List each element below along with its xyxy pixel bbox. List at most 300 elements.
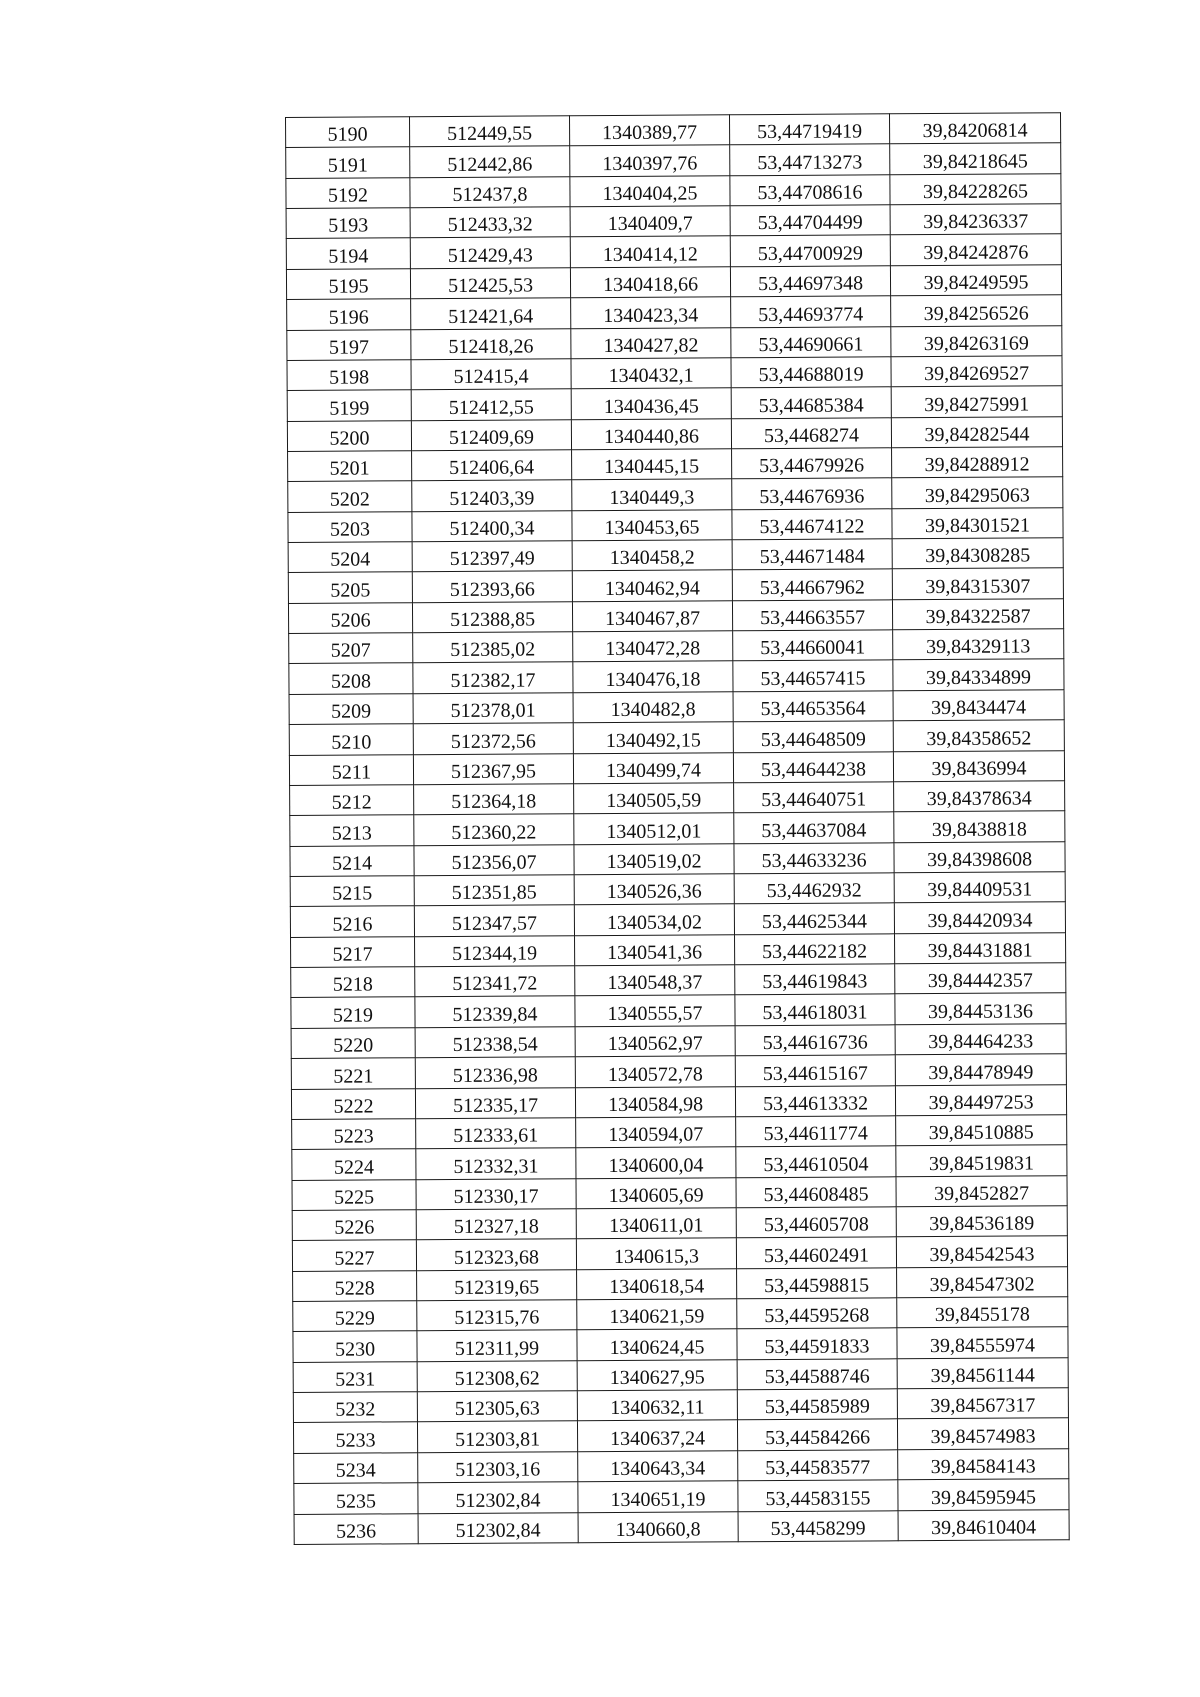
y-coordinate-cell <box>570 176 730 207</box>
cell-text: 512341,72 <box>452 972 538 996</box>
cell-text: 39,84561144 <box>930 1364 1035 1388</box>
cell-text: 512315,76 <box>454 1306 540 1330</box>
cell-text: 512403,39 <box>449 487 535 510</box>
cell-text: 39,84358652 <box>926 726 1032 750</box>
table-row <box>287 295 1062 330</box>
cell-text: 5197 <box>328 336 369 359</box>
table-row <box>294 1479 1069 1514</box>
cell-text: 53,44719419 <box>757 120 863 144</box>
cell-text: 5213 <box>331 822 372 845</box>
cell-text: 1340440,86 <box>603 425 700 449</box>
cell-text: 39,84269527 <box>924 362 1030 386</box>
cell-text: 39,84288912 <box>924 453 1030 477</box>
latitude-cell <box>730 266 890 297</box>
latitude-cell <box>734 873 894 904</box>
table-row <box>289 720 1064 755</box>
table-row <box>286 234 1061 269</box>
cell-text: 1340445,15 <box>604 455 700 479</box>
longitude-cell <box>898 1509 1069 1540</box>
cell-text: 1340389,77 <box>602 121 698 145</box>
cell-text: 5216 <box>332 913 373 936</box>
cell-text: 1340499,74 <box>605 759 702 782</box>
x-coordinate-cell <box>412 571 572 602</box>
cell-text: 512397,49 <box>449 547 535 571</box>
cell-text: 512303,16 <box>455 1458 541 1482</box>
cell-text: 53,44679926 <box>759 454 865 478</box>
table-row <box>286 113 1061 148</box>
longitude-cell <box>897 1266 1068 1297</box>
latitude-cell <box>731 357 891 388</box>
cell-text: 53,44693774 <box>758 302 864 326</box>
point-number-cell <box>291 936 415 967</box>
cell-text: 5234 <box>335 1459 376 1482</box>
cell-text: 53,44595268 <box>764 1304 870 1328</box>
latitude-cell <box>732 600 892 631</box>
point-number-cell <box>290 845 414 876</box>
cell-text: 53,44663557 <box>760 606 866 630</box>
latitude-cell <box>731 387 891 418</box>
longitude-cell <box>890 204 1061 235</box>
y-coordinate-cell <box>577 1390 737 1421</box>
cell-text: 1340397,76 <box>602 152 698 175</box>
cell-text: 53,44713273 <box>757 151 863 174</box>
cell-text: 1340548,37 <box>607 971 703 995</box>
cell-text: 512344,19 <box>452 942 538 966</box>
latitude-cell <box>735 933 895 964</box>
y-coordinate-cell <box>578 1451 738 1482</box>
point-number-cell <box>292 1119 416 1150</box>
table-row <box>290 872 1065 907</box>
cell-text: 39,84228265 <box>922 180 1029 204</box>
longitude-cell <box>892 538 1063 569</box>
y-coordinate-cell <box>575 1086 735 1117</box>
y-coordinate-cell <box>572 540 732 571</box>
cell-text: 1340526,36 <box>606 880 702 904</box>
cell-text: 39,84497253 <box>928 1091 1034 1114</box>
cell-text: 39,84420934 <box>927 909 1033 932</box>
cell-text: 1340512,01 <box>606 820 702 843</box>
point-number-cell <box>290 876 414 907</box>
table-row <box>289 629 1064 664</box>
y-coordinate-cell <box>571 418 731 449</box>
latitude-cell <box>730 144 890 175</box>
y-coordinate-cell <box>576 1208 736 1239</box>
point-number-cell <box>288 451 412 482</box>
cell-text: 512356,07 <box>451 851 537 874</box>
cell-text: 5233 <box>335 1429 376 1452</box>
point-number-cell <box>289 663 413 694</box>
cell-text: 1340409,7 <box>607 212 693 236</box>
y-coordinate-cell <box>575 965 735 996</box>
cell-text: 53,44640751 <box>761 788 867 812</box>
longitude-cell <box>890 173 1061 204</box>
table-row <box>291 1054 1066 1089</box>
latitude-cell <box>732 508 892 539</box>
cell-text: 512372,56 <box>450 730 536 753</box>
cell-text: 53,44585989 <box>764 1395 870 1419</box>
y-coordinate-cell <box>576 1238 736 1269</box>
x-coordinate-cell <box>411 298 571 329</box>
longitude-cell <box>896 1145 1067 1176</box>
cell-text: 53,44616736 <box>762 1031 868 1055</box>
longitude-cell <box>895 1054 1066 1085</box>
point-number-cell <box>292 1210 416 1241</box>
x-coordinate-cell <box>414 875 574 906</box>
longitude-cell <box>896 1115 1067 1146</box>
table-row <box>289 690 1064 725</box>
latitude-cell <box>735 1055 895 1086</box>
cell-text: 5229 <box>334 1307 375 1331</box>
y-coordinate-cell <box>578 1481 738 1512</box>
y-coordinate-cell <box>577 1329 737 1360</box>
longitude-cell <box>891 416 1062 447</box>
cell-text: 39,84315307 <box>925 575 1031 598</box>
table-row <box>292 1145 1067 1180</box>
cell-text: 1340423,34 <box>603 303 699 327</box>
x-coordinate-cell <box>416 1178 576 1209</box>
point-number-cell <box>286 177 410 208</box>
table-row <box>293 1327 1068 1362</box>
x-coordinate-cell <box>416 1148 576 1179</box>
x-coordinate-cell <box>412 480 572 511</box>
point-number-cell <box>288 572 412 603</box>
cell-text: 5199 <box>329 397 370 420</box>
cell-text: 39,84295063 <box>924 484 1030 507</box>
cell-text: 5210 <box>331 731 372 754</box>
cell-text: 5232 <box>335 1398 376 1422</box>
cell-text: 39,84263169 <box>923 332 1029 355</box>
latitude-cell <box>733 721 893 752</box>
longitude-cell <box>891 325 1062 356</box>
cell-text: 512385,02 <box>450 638 536 662</box>
cell-text: 1340624,45 <box>609 1336 705 1359</box>
table-row <box>286 173 1061 208</box>
cell-text: 39,84206814 <box>922 119 1028 143</box>
cell-text: 39,84378634 <box>926 787 1032 811</box>
longitude-cell <box>889 113 1060 144</box>
longitude-cell <box>892 599 1063 630</box>
cell-text: 5191 <box>327 154 368 177</box>
latitude-cell <box>737 1359 897 1390</box>
longitude-cell <box>893 690 1064 721</box>
cell-text: 512323,68 <box>453 1246 540 1269</box>
cell-text: 1340453,65 <box>604 516 700 540</box>
table-row <box>288 538 1063 573</box>
cell-text: 512406,64 <box>449 456 535 480</box>
longitude-cell <box>897 1297 1068 1328</box>
point-number-cell <box>293 1301 417 1332</box>
cell-text: 1340418,66 <box>602 273 699 297</box>
cell-text: 5190 <box>327 123 368 147</box>
cell-text: 1340651,19 <box>610 1487 706 1511</box>
y-coordinate-cell <box>574 904 734 935</box>
cell-text: 512302,84 <box>455 1519 541 1542</box>
latitude-cell <box>735 964 895 995</box>
cell-text: 39,84431881 <box>927 939 1033 963</box>
cell-text: 39,84218645 <box>922 150 1028 173</box>
cell-text: 1340467,87 <box>605 607 701 631</box>
point-number-cell <box>292 1179 416 1210</box>
cell-text: 53,44657415 <box>760 667 866 690</box>
y-coordinate-cell <box>573 661 733 692</box>
point-number-cell <box>288 511 412 542</box>
cell-text: 512378,01 <box>450 699 536 723</box>
point-number-cell <box>293 1392 417 1423</box>
point-number-cell <box>286 208 410 239</box>
x-coordinate-cell <box>410 146 570 177</box>
cell-text: 39,84478949 <box>928 1060 1034 1084</box>
y-coordinate-cell <box>572 509 732 540</box>
table-row <box>288 568 1063 603</box>
longitude-cell <box>895 1024 1066 1055</box>
point-number-cell <box>290 815 414 846</box>
cell-text: 53,4462932 <box>766 879 862 903</box>
cell-text: 53,44676936 <box>759 485 865 508</box>
cell-text: 39,84398608 <box>926 848 1033 872</box>
point-number-cell <box>287 420 411 451</box>
cell-text: 512437,8 <box>452 183 528 207</box>
x-coordinate-cell <box>411 359 571 390</box>
cell-text: 39,84584143 <box>930 1455 1036 1479</box>
cell-text: 512364,18 <box>451 790 537 814</box>
table-row <box>290 841 1065 876</box>
y-coordinate-cell <box>574 874 734 905</box>
cell-text: 512449,55 <box>447 122 533 146</box>
point-number-cell <box>291 967 415 998</box>
longitude-cell <box>897 1357 1068 1388</box>
longitude-cell <box>894 811 1065 842</box>
cell-text: 39,84567317 <box>930 1394 1036 1418</box>
x-coordinate-cell <box>413 693 573 724</box>
cell-text: 5207 <box>330 639 371 663</box>
x-coordinate-cell <box>415 1087 575 1118</box>
longitude-cell <box>897 1388 1068 1419</box>
point-number-cell <box>286 269 410 300</box>
cell-text: 512388,85 <box>450 608 536 632</box>
cell-text: 53,44615167 <box>762 1061 868 1085</box>
cell-text: 39,84464233 <box>928 1030 1034 1054</box>
cell-text: 5208 <box>330 670 372 693</box>
table-row <box>286 265 1061 300</box>
longitude-cell <box>895 993 1066 1024</box>
cell-text: 1340404,25 <box>602 182 698 206</box>
cell-text: 512335,17 <box>452 1094 539 1117</box>
point-number-cell <box>289 724 413 755</box>
table-row <box>291 993 1066 1028</box>
cell-text: 1340611,01 <box>609 1214 704 1238</box>
y-coordinate-cell <box>570 236 730 267</box>
y-coordinate-cell <box>570 206 730 237</box>
table-row <box>290 781 1065 816</box>
cell-text: 1340436,45 <box>603 395 699 418</box>
cell-text: 39,8452827 <box>934 1182 1030 1205</box>
y-coordinate-cell <box>576 1177 736 1208</box>
latitude-cell <box>729 114 889 145</box>
cell-text: 5200 <box>329 427 370 450</box>
x-coordinate-cell <box>410 176 570 207</box>
x-coordinate-cell <box>414 814 574 845</box>
cell-text: 5212 <box>331 791 372 814</box>
longitude-cell <box>893 720 1064 751</box>
x-coordinate-cell <box>416 1209 576 1240</box>
cell-text: 5225 <box>334 1186 375 1209</box>
cell-text: 53,44660041 <box>760 636 866 660</box>
cell-text: 5236 <box>336 1520 377 1543</box>
cell-text: 1340584,98 <box>607 1093 704 1116</box>
cell-text: 512425,53 <box>447 274 534 298</box>
latitude-cell <box>730 235 890 266</box>
y-coordinate-cell <box>572 479 732 510</box>
cell-text: 5215 <box>332 882 373 906</box>
cell-text: 512418,26 <box>448 335 534 358</box>
y-coordinate-cell <box>572 449 732 480</box>
latitude-cell <box>734 842 894 873</box>
y-coordinate-cell <box>576 1117 736 1148</box>
table-row <box>288 477 1063 512</box>
cell-text: 39,84595945 <box>930 1485 1037 1509</box>
table-row <box>290 902 1065 937</box>
cell-text: 53,44708616 <box>757 181 863 205</box>
cell-text: 1340432,1 <box>608 364 694 388</box>
table-row <box>288 599 1063 634</box>
latitude-cell <box>733 630 893 661</box>
latitude-cell <box>737 1298 897 1329</box>
cell-text: 53,44610504 <box>763 1153 869 1176</box>
table-row <box>292 1236 1067 1271</box>
cell-text: 5224 <box>333 1156 374 1179</box>
latitude-cell <box>730 205 890 236</box>
x-coordinate-cell <box>412 450 572 481</box>
longitude-cell <box>896 1206 1067 1237</box>
cell-text: 1340482,8 <box>610 698 696 722</box>
y-coordinate-cell <box>573 631 733 662</box>
cell-text: 39,84308285 <box>925 544 1031 568</box>
x-coordinate-cell <box>414 905 574 936</box>
cell-text: 5220 <box>333 1034 374 1057</box>
y-coordinate-cell <box>576 1147 736 1178</box>
cell-text: 53,44674122 <box>759 515 865 539</box>
point-number-cell <box>291 1058 415 1089</box>
cell-text: 5198 <box>329 366 370 389</box>
cell-text: 1340462,94 <box>604 577 700 600</box>
cell-text: 53,44653564 <box>760 697 866 721</box>
y-coordinate-cell <box>577 1359 737 1390</box>
latitude-cell <box>736 1176 896 1207</box>
cell-text: 53,44591833 <box>764 1335 870 1358</box>
point-number-cell <box>290 906 414 937</box>
cell-text: 1340605,69 <box>608 1184 704 1207</box>
cell-text: 512360,22 <box>451 821 537 844</box>
longitude-cell <box>890 234 1061 265</box>
cell-text: 1340505,59 <box>606 789 702 813</box>
cell-text: 5204 <box>330 548 371 572</box>
longitude-cell <box>894 841 1065 872</box>
cell-text: 39,84453136 <box>927 1000 1034 1023</box>
x-coordinate-cell <box>411 328 571 359</box>
latitude-cell <box>734 782 894 813</box>
latitude-cell <box>732 478 892 509</box>
cell-text: 39,84236337 <box>923 210 1029 234</box>
latitude-cell <box>737 1419 897 1450</box>
longitude-cell <box>891 356 1062 387</box>
point-number-cell <box>294 1483 418 1514</box>
y-coordinate-cell <box>571 358 731 389</box>
cell-text: 53,44697348 <box>757 272 864 296</box>
x-coordinate-cell <box>415 966 575 997</box>
cell-text: 39,84536189 <box>929 1212 1035 1236</box>
longitude-cell <box>894 872 1065 903</box>
cell-text: 39,84322587 <box>925 605 1031 629</box>
latitude-cell <box>737 1328 897 1359</box>
longitude-cell <box>890 265 1061 296</box>
x-coordinate-cell <box>414 784 574 815</box>
latitude-cell <box>730 175 890 206</box>
y-coordinate-cell <box>575 1026 735 1057</box>
cell-text: 1340627,95 <box>609 1366 705 1390</box>
longitude-cell <box>891 386 1062 417</box>
latitude-cell <box>734 812 894 843</box>
longitude-cell <box>892 568 1063 599</box>
point-number-cell <box>294 1453 418 1484</box>
longitude-cell <box>894 781 1065 812</box>
cell-text: 53,44644238 <box>760 758 867 782</box>
x-coordinate-cell <box>417 1269 577 1300</box>
cell-text: 39,8434474 <box>931 696 1027 720</box>
cell-text: 1340621,59 <box>609 1305 705 1329</box>
point-number-cell <box>287 390 411 421</box>
longitude-cell <box>898 1449 1069 1480</box>
cell-text: 1340555,57 <box>607 1002 703 1025</box>
table-row <box>287 416 1062 451</box>
x-coordinate-cell <box>412 602 572 633</box>
cell-text: 1340615,3 <box>613 1245 700 1268</box>
cell-text: 5214 <box>331 852 373 875</box>
x-coordinate-cell <box>417 1300 577 1331</box>
cell-text: 512327,18 <box>453 1215 539 1239</box>
y-coordinate-cell <box>573 722 733 753</box>
cell-text: 39,84610404 <box>931 1516 1037 1539</box>
cell-text: 1340519,02 <box>606 850 702 874</box>
x-coordinate-cell <box>415 935 575 966</box>
cell-text: 5209 <box>331 700 372 723</box>
cell-text: 1340600,04 <box>608 1154 704 1177</box>
cell-text: 1340472,28 <box>605 637 701 661</box>
cell-text: 53,44690661 <box>758 333 864 356</box>
longitude-cell <box>897 1418 1068 1449</box>
point-number-cell <box>291 1028 415 1059</box>
cell-text: 39,84275991 <box>924 393 1030 416</box>
cell-text: 512429,43 <box>447 244 533 267</box>
latitude-cell <box>733 751 893 782</box>
table-row <box>286 143 1061 178</box>
table-row <box>287 386 1062 421</box>
cell-text: 39,84542543 <box>929 1243 1035 1266</box>
cell-text: 5202 <box>329 488 370 511</box>
cell-text: 5211 <box>331 761 372 784</box>
longitude-cell <box>895 963 1066 994</box>
cell-text: 39,84242876 <box>923 241 1029 264</box>
table-row <box>287 356 1062 391</box>
cell-text: 5230 <box>334 1338 376 1361</box>
x-coordinate-cell <box>412 510 572 541</box>
longitude-cell <box>892 477 1063 508</box>
y-coordinate-cell <box>570 145 730 176</box>
latitude-cell <box>736 1237 896 1268</box>
latitude-cell <box>731 296 891 327</box>
point-number-cell <box>292 1149 416 1180</box>
latitude-cell <box>731 326 891 357</box>
longitude-cell <box>894 902 1065 933</box>
